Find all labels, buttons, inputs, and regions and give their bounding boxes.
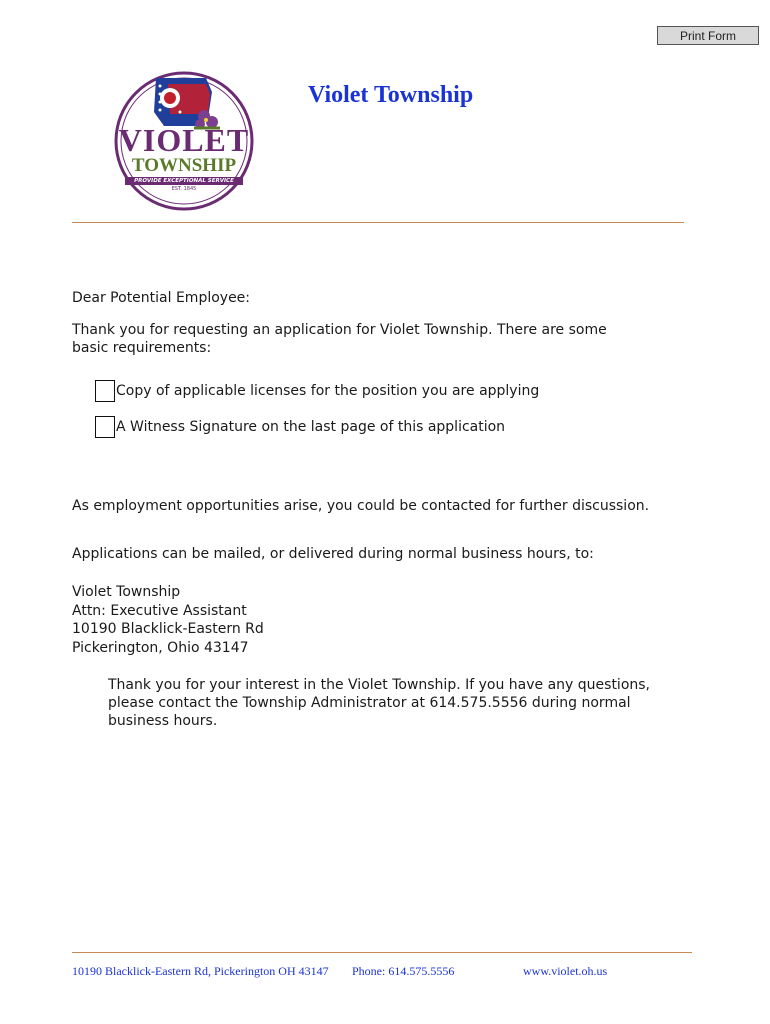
address-line: 10190 Blacklick-Eastern Rd [72, 621, 264, 637]
delivery-paragraph: Applications can be mailed, or delivered during normal business hours, to: [72, 546, 594, 562]
requirement-checkbox-witness[interactable] [95, 416, 115, 438]
page-title: Violet Township [308, 82, 474, 108]
footer-website-link[interactable]: www.violet.oh.us [523, 964, 608, 978]
requirement-label: A Witness Signature on the last page of this application [116, 419, 506, 435]
closing-paragraph: Thank you for your interest in the Violet Township. If you have any questions, please contact the Township Administrator at 614.575.5556 during normal business hours. [108, 677, 651, 729]
opportunities-paragraph: As employment opportunities arise, you could be contacted for further discussion. [72, 498, 650, 514]
greeting: Dear Potential Employee: [72, 290, 251, 306]
footer-phone: Phone: 614.575.5556 [352, 964, 455, 978]
footer-divider [72, 952, 692, 953]
address-line: Violet Township [72, 584, 181, 600]
mailing-address [72, 583, 264, 657]
header-divider [72, 222, 684, 223]
logo-wordmark [108, 124, 260, 194]
logo-motto: PROVIDE EXCEPTIONAL SERVICE [125, 177, 243, 185]
logo-sub: TOWNSHIP [131, 155, 237, 176]
requirement-item [95, 416, 505, 438]
requirement-label: Copy of applicable licenses for the position you are applying [116, 383, 540, 399]
requirement-item [95, 380, 539, 402]
intro-paragraph: Thank you for requesting an application for Violet Township. There are some basic requirements: [72, 322, 607, 356]
footer-address: 10190 Blacklick-Eastern Rd, Pickerington OH 43147 [72, 964, 329, 978]
address-line: Pickerington, Ohio 43147 [72, 639, 249, 656]
print-form-button[interactable]: Print Form [657, 26, 759, 45]
logo-name: VIOLET [118, 122, 250, 158]
address-line: Attn: Executive Assistant [72, 602, 247, 619]
requirement-checkbox-licenses[interactable] [95, 380, 115, 402]
logo-est: EST. 1845 [171, 186, 197, 192]
